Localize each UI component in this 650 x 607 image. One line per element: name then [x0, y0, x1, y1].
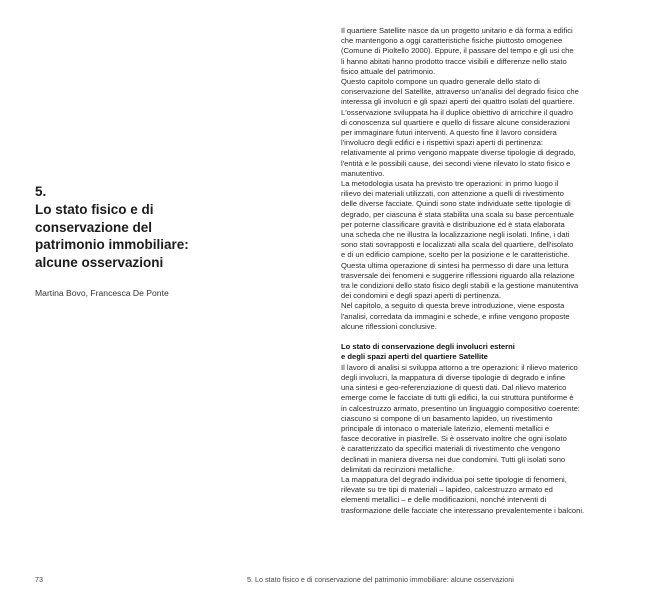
paragraph-gap — [341, 332, 631, 342]
section-heading — [341, 342, 631, 362]
text-line: fisico attuale del patrimonio. — [341, 66, 436, 76]
text-line: per immaginare futuri interventi. A questo fine il lavoro considera — [341, 128, 557, 138]
text-line: e di un edificio campione, scelto per la posizione e le caratteristiche. — [341, 250, 570, 260]
text-line: sono stati sovrapposti e localizzati alla scala del quartiere, dell'isolato — [341, 240, 574, 250]
text-line: fasce decorative in piastrelle. Si è osservato inoltre che ogni isolato — [341, 434, 567, 444]
text-line: è caratterizzato da specifici materiali di rivestimento che vengono — [341, 444, 561, 454]
text-line: dei condomini e degli spazi aperti di pertinenza. — [341, 291, 501, 301]
text-line: di conoscenza sul quartiere e quello di fissare alcune considerazioni — [341, 117, 570, 127]
text-line: ciascuno si compone di un basamento lapideo, un rivestimento — [341, 413, 553, 423]
text-line: degrado, per ciascuna è stata stabilita una scala su base percentuale — [341, 209, 575, 219]
text-line: La metodologia usata ha previsto tre operazioni: in primo luogo il — [341, 179, 559, 189]
text-line: che mantengono a oggi caratteristiche fisiche piuttosto omogenee — [341, 36, 563, 46]
text-line: delle diverse facciate. Quindi sono state individuate sette tipologie di — [341, 199, 571, 209]
section-heading-line: e degli spazi aperti del quartiere Satellite — [341, 352, 488, 362]
text-line: tra le condizioni dello stato fisico degli stabili e la gestione manutentiva — [341, 281, 579, 291]
text-line: L'osservazione sviluppata ha il duplice obiettivo di arricchire il quadro — [341, 107, 573, 117]
text-line: l'entità e le possibili cause, dei secondi viene rilevato lo stato fisico e — [341, 158, 571, 168]
text-line: delimitati da recinzioni metalliche. — [341, 464, 455, 474]
text-line: Questo capitolo compone un quadro generale dello stato di — [341, 77, 540, 87]
text-line: La mappatura del degrado individua poi sette tipologie di fenomeni, — [341, 474, 567, 484]
text-line: manutentivo. — [341, 168, 385, 178]
text-line: Il quartiere Satellite nasce da un progetto unitario e dà forma a edifici — [341, 26, 573, 35]
chapter-title — [35, 201, 255, 271]
text-line: conservazione del Satellite, attraverso un'analisi del degrado fisico che — [341, 87, 579, 97]
chapter-title-line: Lo stato fisico e di — [35, 202, 154, 217]
text-line: interessa gli involucri e gli spazi aperti dei quattro isolati del quartiere. — [341, 97, 575, 107]
text-line: declinati in maniera diversa nei due condomini. Tutti gli isolati sono — [341, 454, 566, 464]
text-line: emerge come le facciate di tutti gli edifici, la cui struttura puntiforme è — [341, 393, 574, 403]
intro-paragraphs — [341, 26, 631, 332]
chapter-heading — [35, 183, 255, 271]
page-number: 73 — [35, 575, 43, 584]
text-line: Questa ultima operazione di sintesi ha permesso di dare una lettura — [341, 260, 569, 270]
text-line: rilievo dei materiali utilizzati, con attenzione a quelli di rivestimento — [341, 189, 564, 199]
chapter-number: 5. — [35, 184, 47, 199]
text-line: una scheda che ne illustra la localizzazione negli isolati. Infine, i dati — [341, 230, 570, 240]
text-line: degli involucri, la mappatura di diverse tipologie di degrado e infine — [341, 372, 566, 382]
running-title: 5. Lo stato fisico e di conservazione del patrimonio immobiliare: alcune osservazioni — [247, 575, 514, 584]
chapter-title-line: alcune osservazioni — [35, 254, 164, 270]
text-line: una sintesi e geo-referenziazione di questi dati. Dal rilievo materico — [341, 383, 567, 393]
text-line: trasformazione delle facciate che interessano prevalentemente i balconi. — [341, 505, 585, 515]
text-line: li hanno abitati hanno prodotto tracce visibili e differenze nello stato — [341, 56, 567, 66]
text-line: alcune riflessioni conclusive. — [341, 321, 437, 331]
text-line: trasversale dei fenomeni e suggerire riflessioni riguardo alla relazione — [341, 270, 575, 280]
text-line: in calcestruzzo armato, presentino un linguaggio compositivo coerente: — [341, 403, 580, 413]
text-line: Il lavoro di analisi si sviluppa attorno a tre operazioni: il rilievo materico — [341, 362, 578, 372]
text-line: l'analisi, corredata da immagini e schede, e infine vengono proposte — [341, 311, 570, 321]
chapter-title-line: patrimonio immobiliare: — [35, 237, 189, 252]
text-line: principale di intonaco o materiale laterizio, elementi metallici e — [341, 423, 550, 433]
text-line: (Comune di Pioltello 2000). Eppure, il passare del tempo e gli usi che — [341, 46, 574, 56]
text-line: per poterne classificare gravità e distribuzione ed è stata elaborata — [341, 219, 565, 229]
section-paragraphs — [341, 363, 631, 516]
text-line: Nel capitolo, a seguito di questa breve introduzione, viene esposta — [341, 301, 565, 311]
text-line: relativamente al primo vengono mappate diverse tipologie di degrado, — [341, 148, 576, 158]
section-heading-line: Lo stato di conservazione degli involucri esterni — [341, 342, 515, 352]
text-line: elementi metallici – e delle modificazioni, nonché interventi di — [341, 495, 547, 505]
chapter-authors: Martina Bovo, Francesca De Ponte — [35, 288, 169, 298]
text-line: rilevate su tre tipi di materiali – lapideo, calcestruzzo armato ed — [341, 485, 553, 495]
chapter-title-line: conservazione del — [35, 219, 153, 235]
body-text-column — [341, 26, 631, 516]
text-line: l'involucro degli edifici e i rispettivi spazi aperti di pertinenza: — [341, 138, 543, 148]
